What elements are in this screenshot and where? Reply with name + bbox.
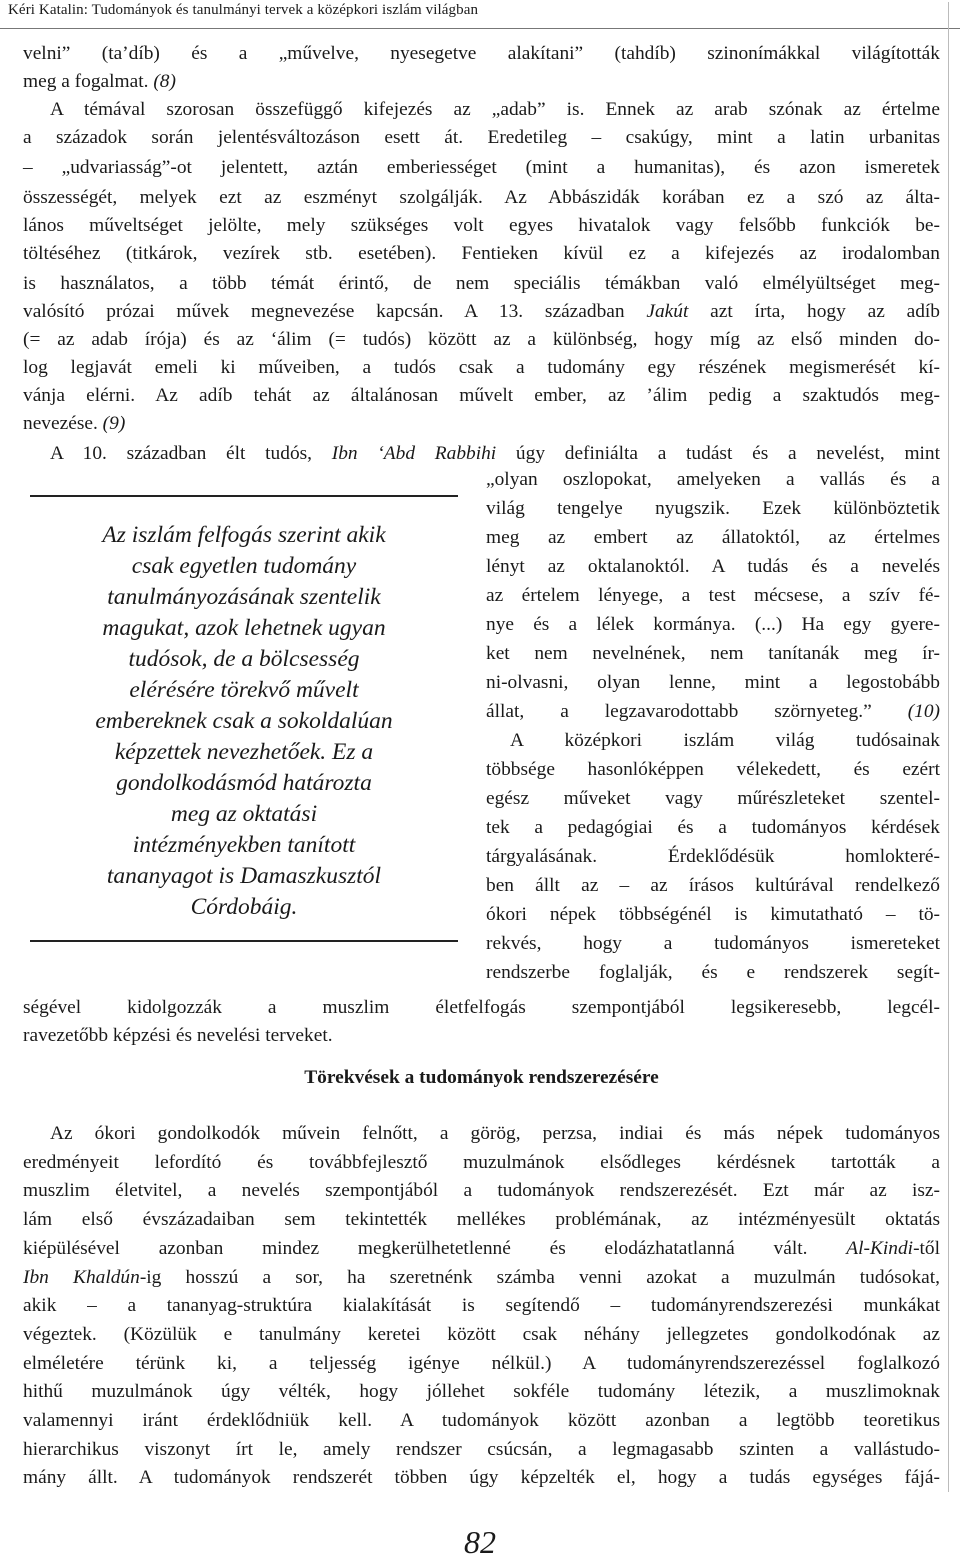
- right-margin-rule: [948, 2, 949, 1492]
- text-line: ben állt az – az írásos kultúrával rendelkező: [486, 875, 940, 896]
- text-line: ni-olvasni, olyan lenne, mint a legostobább: [486, 672, 940, 693]
- text-line: Ibn Khaldún-ig hosszú a sor, ha szeretnénk számba venni azokat a muzulmán tudósokat,: [23, 1266, 940, 1288]
- pull-quote-line: meg az oktatási: [170, 801, 318, 827]
- pull-quote-line: Córdobáig.: [190, 894, 298, 920]
- pull-quote-line: tananyagot is Damaszkusztól: [106, 863, 382, 889]
- pull-quote-line: csak egyetlen tudomány: [131, 553, 357, 579]
- text-line: meg az embert az állatoktól, az értelmes: [486, 527, 940, 548]
- text-line: vánja elérni. Az adíb tehát az általánosan művelt ember, az ’álim pedig a szaktudós meg-: [23, 385, 940, 406]
- text-line: mány állt. A tudományok rendszerét többen úgy képzelték el, hogy a tudás egységes fájá-: [23, 1467, 940, 1489]
- text-line: A középkori iszlám világ tudósainak: [510, 730, 940, 751]
- text-line: többsége hasonlóképpen vélekedett, és ezért: [486, 759, 940, 780]
- text-line: rekvés, hogy a tudományos ismereteket: [486, 933, 940, 954]
- text-line: végeztek. (Közülük e tanulmány keretei között csak néhány jellegzetes gondolkodónak az: [23, 1323, 940, 1345]
- text-line: állat, a legzavarodottabb szörnyeteg.” (10): [486, 701, 940, 722]
- text-line: tárgyalásának. Érdeklődésük homlokteré-: [486, 846, 940, 867]
- text-line: töltéséhez (titkárok, vezírek stb. esetében). Fentieken kívül ez a kifejezés az irodalomban: [23, 243, 940, 264]
- text-line: A témával szorosan összefüggő kifejezés az „adab” is. Ennek az arab szónak az értelme: [50, 99, 940, 120]
- text-line: az értelem lényege, a test mécsese, a szív fé-: [486, 585, 940, 606]
- running-header: Kéri Katalin: Tudományok és tanulmányi tervek a középkori iszlám világban: [8, 2, 479, 18]
- text-line: hithű muzulmánok úgy vélték, hogy jóllehet sokféle tudomány létezik, a muszlimoknak: [23, 1381, 940, 1403]
- text-line: (= az adab írója) és az ‘álim (= tudós) között az a különbség, hogy míg az első minden do-: [23, 329, 940, 350]
- text-line: ségével kidolgozzák a muszlim életfelfogás szempontjából legsikeresebb, legcél-: [23, 997, 940, 1018]
- text-line: lényt az oktalanoktól. A tudás és a nevelés: [486, 556, 940, 577]
- pull-quote-line: elérésére törekvő művelt: [129, 677, 359, 703]
- text-line: nevezése. (9): [23, 413, 126, 434]
- text-line: valósító prózai művek megnevezése kapcsán. A 13. században Jakút azt írta, hogy az adíb: [23, 301, 940, 322]
- section-heading: Törekvések a tudományok rendszerezésére: [304, 1067, 659, 1088]
- text-line: lám első évszázadaiban sem tekintették mellékes problémának, az intézményesült oktatás: [23, 1209, 940, 1231]
- pull-quote-line: tanulmányozásának szentelik: [107, 584, 381, 610]
- page-number: 82: [464, 1524, 496, 1560]
- text-line: kiépülésével azonban mindez megkerülhetetlenné és elodázhatatlanná vált. Al-Kindi-től: [23, 1237, 940, 1259]
- pull-quote-line: embereknek csak a sokoldalúan: [95, 708, 393, 734]
- pull-quote-line: intézményekben tanított: [132, 832, 356, 858]
- text-line: elméletére térünk ki, a teljesség igénye nélkül.) A tudományrendszerezéssel foglalkozó: [23, 1352, 940, 1374]
- text-line: – „udvariasság”-ot jelentett, aztán emberiességet (mint a humanitas), és azon ismeretek: [23, 157, 940, 178]
- pull-quote-line: tudósok, de a bölcsesség: [128, 646, 360, 672]
- text-line: meg a fogalmat. (8): [23, 71, 176, 92]
- text-line: log legjavát emeli ki műveiben, a tudós csak a tudomány egy részének megismerését kí-: [23, 357, 940, 378]
- text-line: összességét, melyek ezt az eszményt szolgálják. Az Abbászidák korában ez a szó az álta-: [23, 187, 940, 208]
- text-line: ravezetőbb képzési és nevelési terveket.: [23, 1025, 333, 1046]
- text-line: hierarchikus viszonyt írt le, amely rendszer csúcsán, a legmagasabb szinten a vallástudo-: [23, 1438, 940, 1460]
- pull-quote-bottom-rule: [30, 940, 458, 942]
- text-line: Az ókori gondolkodók művein felnőtt, a görög, perzsa, indiai és más népek tudományos: [50, 1123, 940, 1144]
- header-divider: [0, 28, 960, 29]
- text-line: akik – a tananyag-struktúra kialakítását is segítendő – tudományrendszerezési munkákat: [23, 1295, 940, 1317]
- text-line: rendszerbe foglalják, és e rendszerek segít-: [486, 962, 940, 983]
- pull-quote-line: Az iszlám felfogás szerint akik: [102, 522, 386, 548]
- text-line: muszlim életvitel, a nevelés szempontjából a tudományok rendszerezését. Ezt már az isz-: [23, 1180, 940, 1202]
- text-line: a századok során jelentésváltozáson esett át. Eredetileg – csakúgy, mint a latin urbanitas: [23, 127, 940, 148]
- text-line: ket nem nevelnének, nem tanítanák meg ír-: [486, 643, 940, 664]
- text-line: tek a pedagógiai és a tudományos kérdések: [486, 817, 940, 838]
- text-line: világ tengelye nyugszik. Ezek különböztetik: [486, 498, 940, 519]
- pull-quote-line: gondolkodásmód határozta: [116, 770, 372, 796]
- text-line: eredményeit lefordító és továbbfejlesztő muzulmánok elsődleges kérdésnek tartották a: [23, 1151, 940, 1173]
- text-line: lános műveltséget jelölte, mely szükséges volt egyes hivatalok vagy felsőbb funkciók be-: [23, 215, 940, 236]
- text-line: is használatos, a több témát érintő, de nem speciális témákban való elmélyültséget meg-: [23, 273, 940, 294]
- pull-quote-top-rule: [30, 495, 458, 497]
- pull-quote-line: képzettek nevezhetőek. Ez a: [114, 739, 374, 765]
- text-line: ókori népek többségénél is kimutatható – tö-: [486, 904, 940, 925]
- text-line: nye és a lélek kormánya. (...) Ha egy gyere-: [486, 614, 940, 635]
- text-line: valamennyi iránt érdeklődniük kell. A tudományok között azonban a legtöbb teoretikus: [23, 1410, 940, 1431]
- text-line: A 10. században élt tudós, Ibn ‘Abd Rabbihi úgy definiálta a tudást és a nevelést, mint: [50, 443, 940, 464]
- text-line: egész műveket vagy műrészleteket szentel-: [486, 788, 940, 809]
- pull-quote-line: magukat, azok lehetnek ugyan: [102, 615, 386, 641]
- text-line: velni” (ta’díb) és a „művelve, nyesegetve alakítani” (tahdíb) szinonímákkal világították: [23, 43, 940, 64]
- text-line: „olyan oszlopokat, amelyeken a vallás és a: [486, 469, 940, 490]
